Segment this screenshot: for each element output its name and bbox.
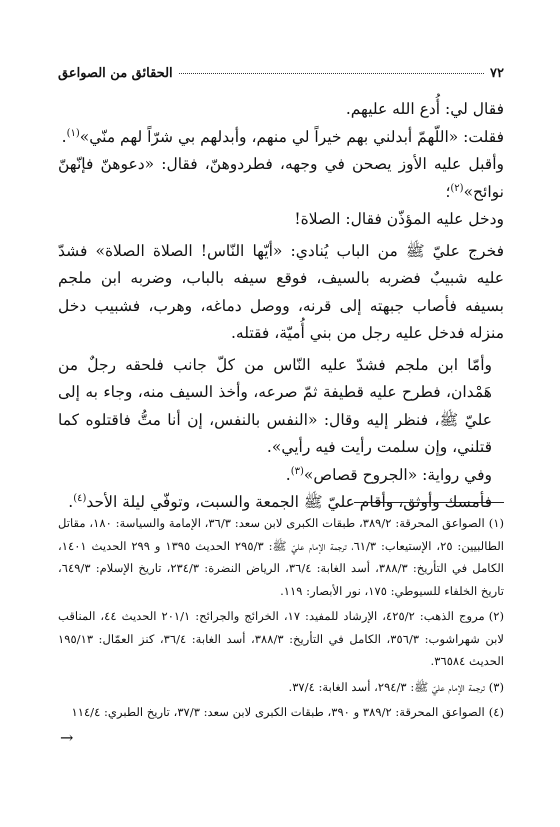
paragraph-2-text: فقلت: «اللّهمّ أبدلني بهم خيراً لي منهم، وأبدلهم بي شرّاً لهم منّي» [79,127,504,146]
paragraph-7: وفي رواية: «الجروح قصاص»$^{(٣)}$. [285,465,492,484]
footnote-text: الصواعق المحرقة: ٣٨٩/٢ و ٣٩٠، طبقات الكبرى لابن سعد: ٣٧/٣، تاريخ الطبري: ١١٤/٤ [71,705,485,719]
page-number: ٧٢ [490,66,504,81]
paragraph-5-text: فخرج عليّ ﷺ من الباب يُنادي: «أيّها النّاس! الصلاة الصلاة» فشدّ عليه شبيبٌ فضربه بالسيف، فوقع سيفه بالباب، وضربه ابن ملجم بسيفه فأصاب جبهته إلى قرنه، ووصل دماغه، وهرب، فشبيب دخل منزله فدخل عليه رجل من بني أُميّة، فقتله. [58,241,504,342]
paragraph-1-text: فقال لي: أُدع الله عليهم. [345,100,504,118]
paragraph-8-text: فأمسك وأوثق، وأقام عليّ ﷺ الجمعة والسبت، وتوفّي ليلة الأحد [86,493,492,511]
footnote-number: (١) [488,516,504,530]
footnote-text: الصواعق المحرقة: ٣٨٩/٢، طبقات الكبرى لابن سعد: ٣٦/٣، الإمامة والسياسة: ١٨٠، مقاتل الطالبيين: ٢٥، الإستيعاب: ٦١/٣، ترجمة الإمام عليّ ﷺ: ٢٩٥/٣ الحديث ١٣٩٥ و ٢٩٩ الحديث ١٤٠١، الكامل في التأريخ: ٣٨٨/٣، أسد الغابة: ٣٦/٤، الرياض النضرة: ٢٣٤/٣، تاريخ الإسلام: ٦٤٩/٣، تاريخ الخلفاء للسيوطي: ١٧٥، نور الأبصار: ١١٩. [58,516,504,598]
footnote-number: (٤) [488,705,504,719]
page-header [58,66,504,81]
paragraph-1 [58,96,504,124]
footnote-3 [58,676,504,699]
paragraph-6 [58,352,504,462]
paragraph-7-text: وفي رواية: «الجروح قصاص» [303,465,492,484]
footnote-separator [354,502,504,503]
footnote-number: (٣) [488,679,504,694]
paragraph-2: فقلت: «اللّهمّ أبدلني بهم خيراً لي منهم، وأبدلهم بي شرّاً لهم منّي»$^{(١)}$. [61,127,504,146]
footnote-ref-4[interactable]: (٤) [73,492,87,504]
footnote-text: مروج الذهب: ٤٢٥/٢، الإرشاد للمفيد: ١٧، الخرائج والجرائح: ٢٠١/١ الحديث ٤٤، المناقب لابن شهراشوب: ٣٥٦/٣، الكامل في التأريخ: ٣٨٨/٣، أسد الغابة: ٣٦/٤، كنز العمّال: ١٩٥/١٣ الحديث ٣٦٥٨٤. [58,609,504,668]
footnote-ref-3[interactable]: (٣) [290,465,304,477]
continue-arrow-icon: → [60,728,74,747]
paragraph-6-text: وأمّا ابن ملجم فشدّ عليه النّاس من كلّ جانب فلحقه رجلٌ من هَمْدان، فطرح عليه قطيفة ثمّ صرعه، وأخذ السيف منه، وجاء به إلى عليّ ﷺ، فنظر إليه وقال: «النفس بالنفس، إن أنا متُّ فاقتلوه كما قتلني، وإن سلمت رأيت فيه رأيي». [58,355,492,456]
main-text [58,96,504,517]
footnote-ref-1[interactable]: (١) [66,127,80,139]
footnote-4 [58,701,504,724]
paragraph-5 [58,238,504,348]
running-title: الحقائق من الصواعق [58,66,173,81]
paragraph-4 [58,206,504,234]
footnote-2 [58,605,504,673]
paragraph-4-text: ودخل عليه المؤذّن فقال: الصلاة! [294,210,504,228]
footnote-number: (٢) [488,609,504,623]
paragraph-3-text: وأقبل عليه الأوز يصحن في وجهه، فطردوهنّ، فقال: «دعوهنّ فإنّهنّ نوائح» [58,155,504,201]
header-dotted-leader [179,73,484,74]
footnote-1 [58,512,504,602]
paragraph-3: وأقبل عليه الأوز يصحن في وجهه، فطردوهنّ، فقال: «دعوهنّ فإنّهنّ نوائح»$^{(٢)}$؛ [58,155,504,201]
footnote-ref-2[interactable]: (٢) [450,182,464,194]
footnote-text: ترجمة الإمام عليّ ﷺ: ٢٩٤/٣، أسد الغابة: ٣٧/٤. [288,679,485,694]
footnotes [58,512,504,727]
paragraph-8: فأمسك وأوثق، وأقام عليّ ﷺ الجمعة والسبت، وتوفّي ليلة الأحد$^{(٤)}$. [68,492,492,511]
